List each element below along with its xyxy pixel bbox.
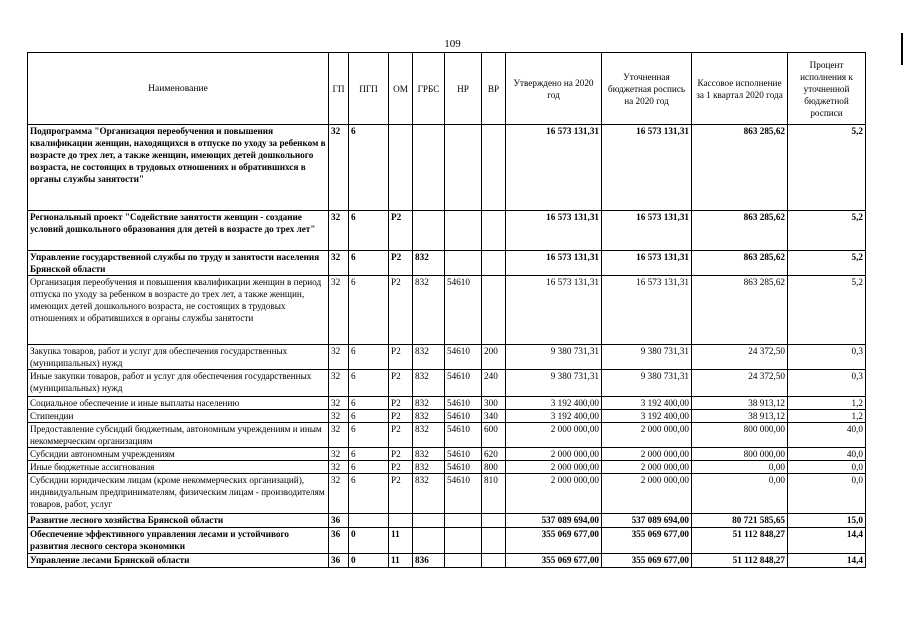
cell-vr: 300 [482, 397, 506, 410]
cell-name: Региональный проект "Содействие занятости женщин - создание условий дошкольного образования для детей в возрасте до трех лет" [28, 211, 329, 251]
cell-refined: 2 000 000,00 [602, 423, 692, 448]
cell-ppgp: 6 [349, 461, 389, 474]
cell-vr: 600 [482, 423, 506, 448]
cell-om: P2 [389, 423, 413, 448]
header-percent: Процент исполнения к уточненной бюджетной росписи [788, 53, 866, 125]
cell-approved: 3 192 400,00 [506, 397, 602, 410]
scan-edge-mark [901, 33, 903, 65]
cell-gp: 32 [329, 370, 349, 397]
cell-percent: 1,2 [788, 410, 866, 423]
cell-name: Развитие лесного хозяйства Брянской области [28, 514, 329, 528]
cell-cash: 800 000,00 [692, 423, 788, 448]
cell-grbs [413, 514, 445, 528]
cell-vr [482, 554, 506, 568]
cell-om: 11 [389, 554, 413, 568]
cell-percent: 5,2 [788, 251, 866, 276]
cell-refined: 16 573 131,31 [602, 251, 692, 276]
cell-om: P2 [389, 474, 413, 514]
cell-ppgp: 0 [349, 554, 389, 568]
cell-np [445, 211, 482, 251]
cell-om: P2 [389, 370, 413, 397]
cell-cash: 38 913,12 [692, 410, 788, 423]
cell-name: Обеспечение эффективного управления лесами и устойчивого развития лесного сектора экономики [28, 528, 329, 554]
cell-name: Иные бюджетные ассигнования [28, 461, 329, 474]
table-row [28, 276, 866, 345]
cell-refined: 355 069 677,00 [602, 528, 692, 554]
cell-refined: 2 000 000,00 [602, 474, 692, 514]
header-row [28, 53, 866, 125]
cell-gp: 32 [329, 276, 349, 345]
header-name: Наименование [28, 53, 329, 125]
cell-ppgp: 6 [349, 125, 389, 211]
cell-refined: 2 000 000,00 [602, 461, 692, 474]
cell-approved: 9 380 731,31 [506, 370, 602, 397]
cell-gp: 32 [329, 251, 349, 276]
cell-np: 54610 [445, 474, 482, 514]
table-row [28, 211, 866, 251]
cell-gp: 32 [329, 423, 349, 448]
cell-ppgp: 6 [349, 448, 389, 461]
cell-cash: 80 721 585,65 [692, 514, 788, 528]
table-row [28, 125, 866, 211]
cell-percent: 5,2 [788, 276, 866, 345]
cell-cash: 0,00 [692, 474, 788, 514]
cell-refined: 9 380 731,31 [602, 345, 692, 370]
cell-refined: 9 380 731,31 [602, 370, 692, 397]
cell-approved: 16 573 131,31 [506, 276, 602, 345]
cell-gp: 32 [329, 211, 349, 251]
cell-om: P2 [389, 397, 413, 410]
cell-approved: 2 000 000,00 [506, 474, 602, 514]
table-row [28, 370, 866, 397]
cell-percent: 14,4 [788, 528, 866, 554]
cell-grbs: 836 [413, 554, 445, 568]
cell-om [389, 125, 413, 211]
cell-om: P2 [389, 251, 413, 276]
cell-om: P2 [389, 345, 413, 370]
cell-approved: 3 192 400,00 [506, 410, 602, 423]
cell-refined: 3 192 400,00 [602, 410, 692, 423]
cell-grbs: 832 [413, 461, 445, 474]
cell-np: 54610 [445, 276, 482, 345]
table-row [28, 423, 866, 448]
cell-np: 54610 [445, 461, 482, 474]
cell-vr [482, 125, 506, 211]
header-om: ОМ [389, 53, 413, 125]
cell-cash: 24 372,50 [692, 345, 788, 370]
cell-grbs [413, 125, 445, 211]
cell-ppgp: 6 [349, 370, 389, 397]
table-row [28, 528, 866, 554]
cell-name: Закупка товаров, работ и услуг для обеспечения государственных (муниципальных) нужд [28, 345, 329, 370]
cell-vr: 810 [482, 474, 506, 514]
cell-grbs [413, 528, 445, 554]
cell-name: Управление лесами Брянской области [28, 554, 329, 568]
cell-name: Социальное обеспечение и иные выплаты населению [28, 397, 329, 410]
cell-np: 54610 [445, 397, 482, 410]
table-body [28, 125, 866, 568]
cell-gp: 32 [329, 397, 349, 410]
cell-cash: 51 112 848,27 [692, 528, 788, 554]
cell-approved: 2 000 000,00 [506, 461, 602, 474]
header-ppgp: ПГП [349, 53, 389, 125]
cell-name: Стипендии [28, 410, 329, 423]
cell-grbs: 832 [413, 370, 445, 397]
cell-gp: 36 [329, 514, 349, 528]
cell-ppgp: 6 [349, 345, 389, 370]
table-row [28, 397, 866, 410]
cell-percent: 0,0 [788, 474, 866, 514]
header-gp: ГП [329, 53, 349, 125]
page-number: 109 [444, 38, 461, 50]
cell-ppgp: 6 [349, 423, 389, 448]
header-vr: ВР [482, 53, 506, 125]
table-row [28, 410, 866, 423]
cell-percent: 5,2 [788, 211, 866, 251]
cell-percent: 5,2 [788, 125, 866, 211]
cell-name: Субсидии автономным учреждениям [28, 448, 329, 461]
cell-name: Иные закупки товаров, работ и услуг для обеспечения государственных (муниципальных) нужд [28, 370, 329, 397]
cell-refined: 16 573 131,31 [602, 276, 692, 345]
cell-refined: 2 000 000,00 [602, 448, 692, 461]
cell-gp: 32 [329, 125, 349, 211]
cell-grbs: 832 [413, 397, 445, 410]
cell-om [389, 514, 413, 528]
table-row [28, 554, 866, 568]
cell-percent: 40,0 [788, 423, 866, 448]
cell-percent: 0,3 [788, 370, 866, 397]
cell-cash: 38 913,12 [692, 397, 788, 410]
cell-gp: 32 [329, 448, 349, 461]
cell-grbs: 832 [413, 423, 445, 448]
cell-grbs: 832 [413, 276, 445, 345]
cell-percent: 0,0 [788, 461, 866, 474]
cell-vr: 240 [482, 370, 506, 397]
cell-name: Субсидии юридическим лицам (кроме некоммерческих организаций), индивидуальным предпринимателям, физическим лицам - производителям товаров, работ, услуг [28, 474, 329, 514]
cell-grbs: 832 [413, 345, 445, 370]
cell-cash: 863 285,62 [692, 211, 788, 251]
cell-cash: 24 372,50 [692, 370, 788, 397]
cell-np: 54610 [445, 410, 482, 423]
cell-grbs: 832 [413, 251, 445, 276]
table-row [28, 514, 866, 528]
cell-percent: 0,3 [788, 345, 866, 370]
header-refined: Уточненная бюджетная роспись на 2020 год [602, 53, 692, 125]
cell-gp: 36 [329, 554, 349, 568]
header-approved: Утверждено на 2020 год [506, 53, 602, 125]
header-grbs: ГРБС [413, 53, 445, 125]
cell-name: Предоставление субсидий бюджетным, автономным учреждениям и иным некоммерческим организациям [28, 423, 329, 448]
table-header [28, 53, 866, 125]
cell-gp: 32 [329, 345, 349, 370]
cell-approved: 16 573 131,31 [506, 125, 602, 211]
cell-gp: 36 [329, 528, 349, 554]
cell-om: P2 [389, 276, 413, 345]
cell-om: 11 [389, 528, 413, 554]
table-row [28, 251, 866, 276]
cell-ppgp: 6 [349, 251, 389, 276]
cell-name: Управление государственной службы по труду и занятости населения Брянской области [28, 251, 329, 276]
header-np: НР [445, 53, 482, 125]
cell-refined: 3 192 400,00 [602, 397, 692, 410]
cell-ppgp [349, 514, 389, 528]
cell-approved: 355 069 677,00 [506, 554, 602, 568]
cell-gp: 32 [329, 474, 349, 514]
header-cash: Кассовое исполнение за 1 квартал 2020 года [692, 53, 788, 125]
cell-np: 54610 [445, 423, 482, 448]
cell-percent: 15,0 [788, 514, 866, 528]
cell-grbs: 832 [413, 448, 445, 461]
cell-grbs: 832 [413, 474, 445, 514]
cell-vr [482, 211, 506, 251]
cell-approved: 16 573 131,31 [506, 211, 602, 251]
cell-np [445, 125, 482, 211]
cell-ppgp: 0 [349, 528, 389, 554]
cell-cash: 51 112 848,27 [692, 554, 788, 568]
table-row [28, 345, 866, 370]
cell-percent: 40,0 [788, 448, 866, 461]
cell-cash: 863 285,62 [692, 125, 788, 211]
cell-vr: 200 [482, 345, 506, 370]
cell-approved: 2 000 000,00 [506, 448, 602, 461]
cell-vr: 620 [482, 448, 506, 461]
cell-gp: 32 [329, 410, 349, 423]
cell-grbs [413, 211, 445, 251]
table-row [28, 461, 866, 474]
cell-vr: 340 [482, 410, 506, 423]
cell-percent: 1,2 [788, 397, 866, 410]
cell-np: 54610 [445, 370, 482, 397]
table-row [28, 474, 866, 514]
budget-execution-table [27, 52, 866, 568]
cell-percent: 14,4 [788, 554, 866, 568]
cell-refined: 16 573 131,31 [602, 125, 692, 211]
cell-refined: 537 089 694,00 [602, 514, 692, 528]
cell-name: Организация переобучения и повышения квалификации женщин в период отпуска по уходу за ребенком в возрасте до трех лет, а также женщин, имеющих детей дошкольного возраста, не состоящих в трудовых отношениях и обратившихся в органы службы занятости [28, 276, 329, 345]
cell-approved: 2 000 000,00 [506, 423, 602, 448]
cell-ppgp: 6 [349, 474, 389, 514]
cell-approved: 355 069 677,00 [506, 528, 602, 554]
cell-vr: 800 [482, 461, 506, 474]
cell-ppgp: 6 [349, 211, 389, 251]
cell-np: 54610 [445, 448, 482, 461]
cell-cash: 0,00 [692, 461, 788, 474]
cell-om: P2 [389, 461, 413, 474]
cell-om: P2 [389, 211, 413, 251]
cell-approved: 9 380 731,31 [506, 345, 602, 370]
cell-cash: 800 000,00 [692, 448, 788, 461]
cell-om: P2 [389, 448, 413, 461]
cell-approved: 537 089 694,00 [506, 514, 602, 528]
cell-np [445, 514, 482, 528]
cell-np: 54610 [445, 345, 482, 370]
cell-ppgp: 6 [349, 397, 389, 410]
cell-gp: 32 [329, 461, 349, 474]
cell-vr [482, 514, 506, 528]
cell-cash: 863 285,62 [692, 276, 788, 345]
table-row [28, 448, 866, 461]
cell-om: P2 [389, 410, 413, 423]
cell-ppgp: 6 [349, 276, 389, 345]
cell-np [445, 528, 482, 554]
cell-cash: 863 285,62 [692, 251, 788, 276]
cell-vr [482, 276, 506, 345]
cell-vr [482, 528, 506, 554]
cell-refined: 355 069 677,00 [602, 554, 692, 568]
cell-grbs: 832 [413, 410, 445, 423]
cell-name: Подпрограмма "Организация переобучения и повышения квалификации женщин, находящихся в отпуске по уходу за ребенком в возрасте до трех лет, а также женщин, имеющих детей дошкольного возраста, не состоящих в трудовых отношениях и обратившихся в органы службы занятости" [28, 125, 329, 211]
cell-ppgp: 6 [349, 410, 389, 423]
cell-refined: 16 573 131,31 [602, 211, 692, 251]
cell-vr [482, 251, 506, 276]
cell-np [445, 251, 482, 276]
cell-approved: 16 573 131,31 [506, 251, 602, 276]
cell-np [445, 554, 482, 568]
